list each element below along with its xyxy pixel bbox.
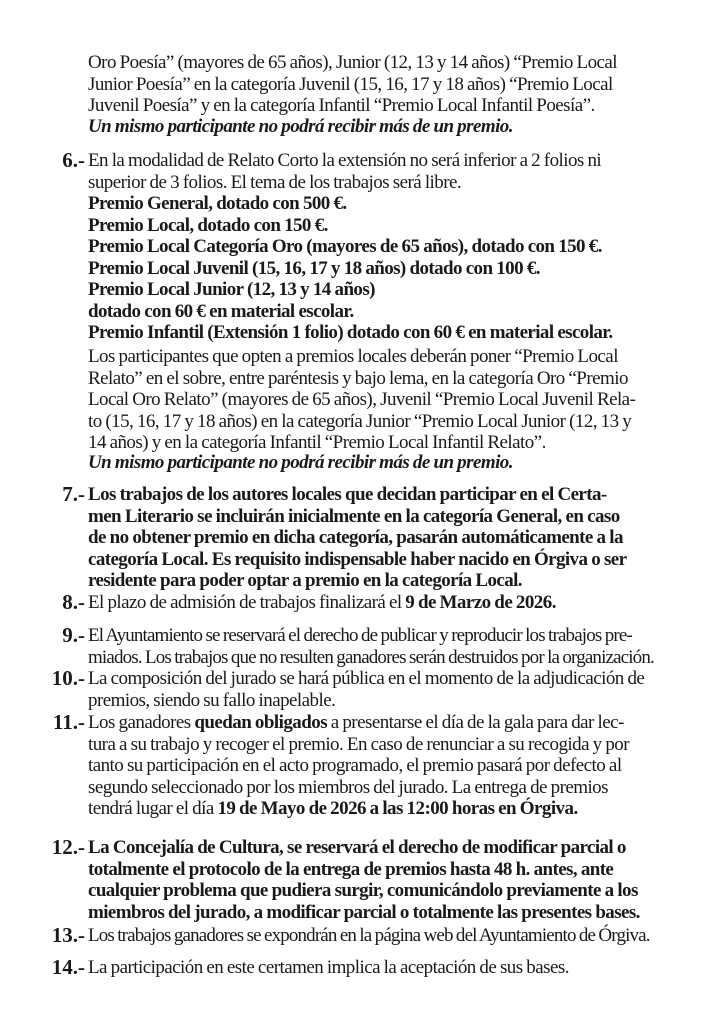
item-10-text	[88, 668, 671, 711]
text-line: Juvenil Poesía” y en la categoría Infantil “Premio Local Infantil Poesía”.	[88, 95, 595, 116]
item-number: 8.-	[62, 590, 85, 614]
item-number: 7.-	[62, 482, 85, 506]
text-line: to (15, 16, 17 y 18 años) en la categoría Junior “Premio Local Junior (12, 13 y	[88, 410, 632, 432]
item-9-text	[88, 625, 671, 668]
item-11-text	[88, 712, 671, 820]
item-number: 10.-	[51, 666, 85, 690]
prize-item: Premio Local, dotado con 150 €.	[88, 214, 328, 236]
text-line: La Concejalía de Cultura, se reservará el derecho de modificar parcial o	[88, 837, 626, 858]
prize-item: Premio Local Juvenil (15, 16, 17 y 18 años) dotado con 100 €.	[88, 257, 540, 279]
prize-list	[88, 193, 671, 344]
text-line: tura a su trabajo y recoger el premio. En caso de renunciar a su recogida y por	[88, 733, 629, 755]
text-line: miembros del jurado, a modificar parcial o totalmente las presentes bases.	[88, 901, 640, 923]
item-14-text	[88, 957, 671, 979]
item-number: 6.-	[62, 148, 85, 172]
text-line: tanto su participación en el acto programado, el premio pasará por defecto al	[88, 755, 622, 776]
text-line: segundo seleccionado por los miembros del jurado. La entrega de premios	[88, 776, 608, 798]
item-number: 12.-	[51, 835, 85, 859]
note-text: Un mismo participante no podrá recibir más de un premio.	[88, 452, 513, 473]
prize-item: Premio Local Categoría Oro (mayores de 65 años), dotado con 150 €.	[88, 236, 602, 257]
text-line: men Literario se incluirán inicialmente en la categoría General, en caso	[88, 505, 620, 527]
text-line: residente para poder optar a premio en la categoría Local.	[88, 570, 522, 591]
text-line: Los participantes que opten a premios locales deberán poner “Premio Local	[88, 346, 618, 367]
text-line: Relato” en el sobre, entre paréntesis y bajo lema, en la categoría Oro “Premio	[88, 367, 628, 389]
note-text: Un mismo participante no podrá recibir más de un premio.	[88, 116, 513, 137]
obligation-emphasis: quedan obligados	[194, 712, 328, 733]
item-number: 9.-	[62, 623, 85, 647]
item-number: 11.-	[52, 710, 85, 734]
prize-item: Premio General, dotado con 500 €.	[88, 193, 347, 214]
one-prize-note	[88, 116, 671, 138]
text-line: categoría Local. Es requisito indispensable haber nacido en Órgiva o ser	[88, 548, 627, 570]
local-prizes-paragraph	[88, 346, 671, 454]
deadline-date: 9 de Marzo de 2026.	[405, 592, 556, 613]
item-number: 14.-	[51, 955, 85, 979]
deadline-label: El plazo de admisión de trabajos finalizará el	[88, 592, 406, 613]
item-7-text	[88, 484, 671, 592]
text-line: La participación en este certamen implica la aceptación de sus bases.	[88, 957, 569, 978]
text-line: Los trabajos ganadores se expondrán en la página web del Ayuntamiento de Órgiva.	[88, 925, 650, 946]
text-line: cualquier problema que pudiera surgir, comunicándolo previamente a los	[88, 880, 638, 901]
one-prize-note	[88, 452, 671, 474]
item-6-text	[88, 150, 671, 193]
text-line	[88, 592, 671, 614]
text-line: Los trabajos de los autores locales que decidan participar en el Certa-	[88, 484, 607, 505]
text-line: miados. Los trabajos que no resulten ganadores serán destruidos por la organización.	[88, 646, 654, 668]
item-12-text	[88, 837, 671, 923]
text-line: 14 años) y en la categoría Infantil “Premio Local Infantil Relato”.	[88, 432, 546, 453]
text-line: Local Oro Relato” (mayores de 65 años), Juvenil “Premio Local Juvenil Rela-	[88, 389, 636, 410]
text-line: tendrá lugar el día 19 de Mayo de 2026 a las 12:00 horas en Órgiva.	[88, 798, 578, 819]
text-line: El Ayuntamiento se reservará el derecho de publicar y reproducir los trabajos pre-	[88, 625, 632, 646]
prize-item: Premio Infantil (Extensión 1 folio) dotado con 60 € en material escolar.	[88, 322, 613, 343]
text-line: superior de 3 folios. El tema de los trabajos será libre.	[88, 171, 462, 193]
ceremony-date: 19 de Mayo de 2026 a las 12:00 horas en Órgiva.	[217, 798, 578, 819]
text-line: Oro Poesía” (mayores de 65 años), Junior (12, 13 y 14 años) “Premio Local	[88, 52, 618, 73]
text-line: premios, siendo su fallo inapelable.	[88, 689, 336, 711]
prize-item: dotado con 60 € en material escolar.	[88, 300, 354, 322]
text-line: En la modalidad de Relato Corto la extensión no será inferior a 2 folios ni	[88, 150, 602, 171]
text-line: totalmente el protocolo de la entrega de premios hasta 48 h. antes, ante	[88, 858, 614, 880]
item-8-text	[88, 592, 671, 614]
prize-item: Premio Local Junior (12, 13 y 14 años)	[88, 279, 375, 300]
item-13-text	[88, 925, 671, 947]
intro-continuation	[88, 52, 671, 117]
text-line: Los ganadores quedan obligados a presentarse el día de la gala para dar lec-	[88, 712, 624, 733]
text-line: de no obtener premio en dicha categoría, pasarán automáticamente a la	[88, 527, 623, 548]
text-line: Junior Poesía” en la categoría Juvenil (15, 16, 17 y 18 años) “Premio Local	[88, 73, 613, 95]
text-line: La composición del jurado se hará pública en el momento de la adjudicación de	[88, 668, 645, 689]
item-number: 13.-	[51, 923, 85, 947]
